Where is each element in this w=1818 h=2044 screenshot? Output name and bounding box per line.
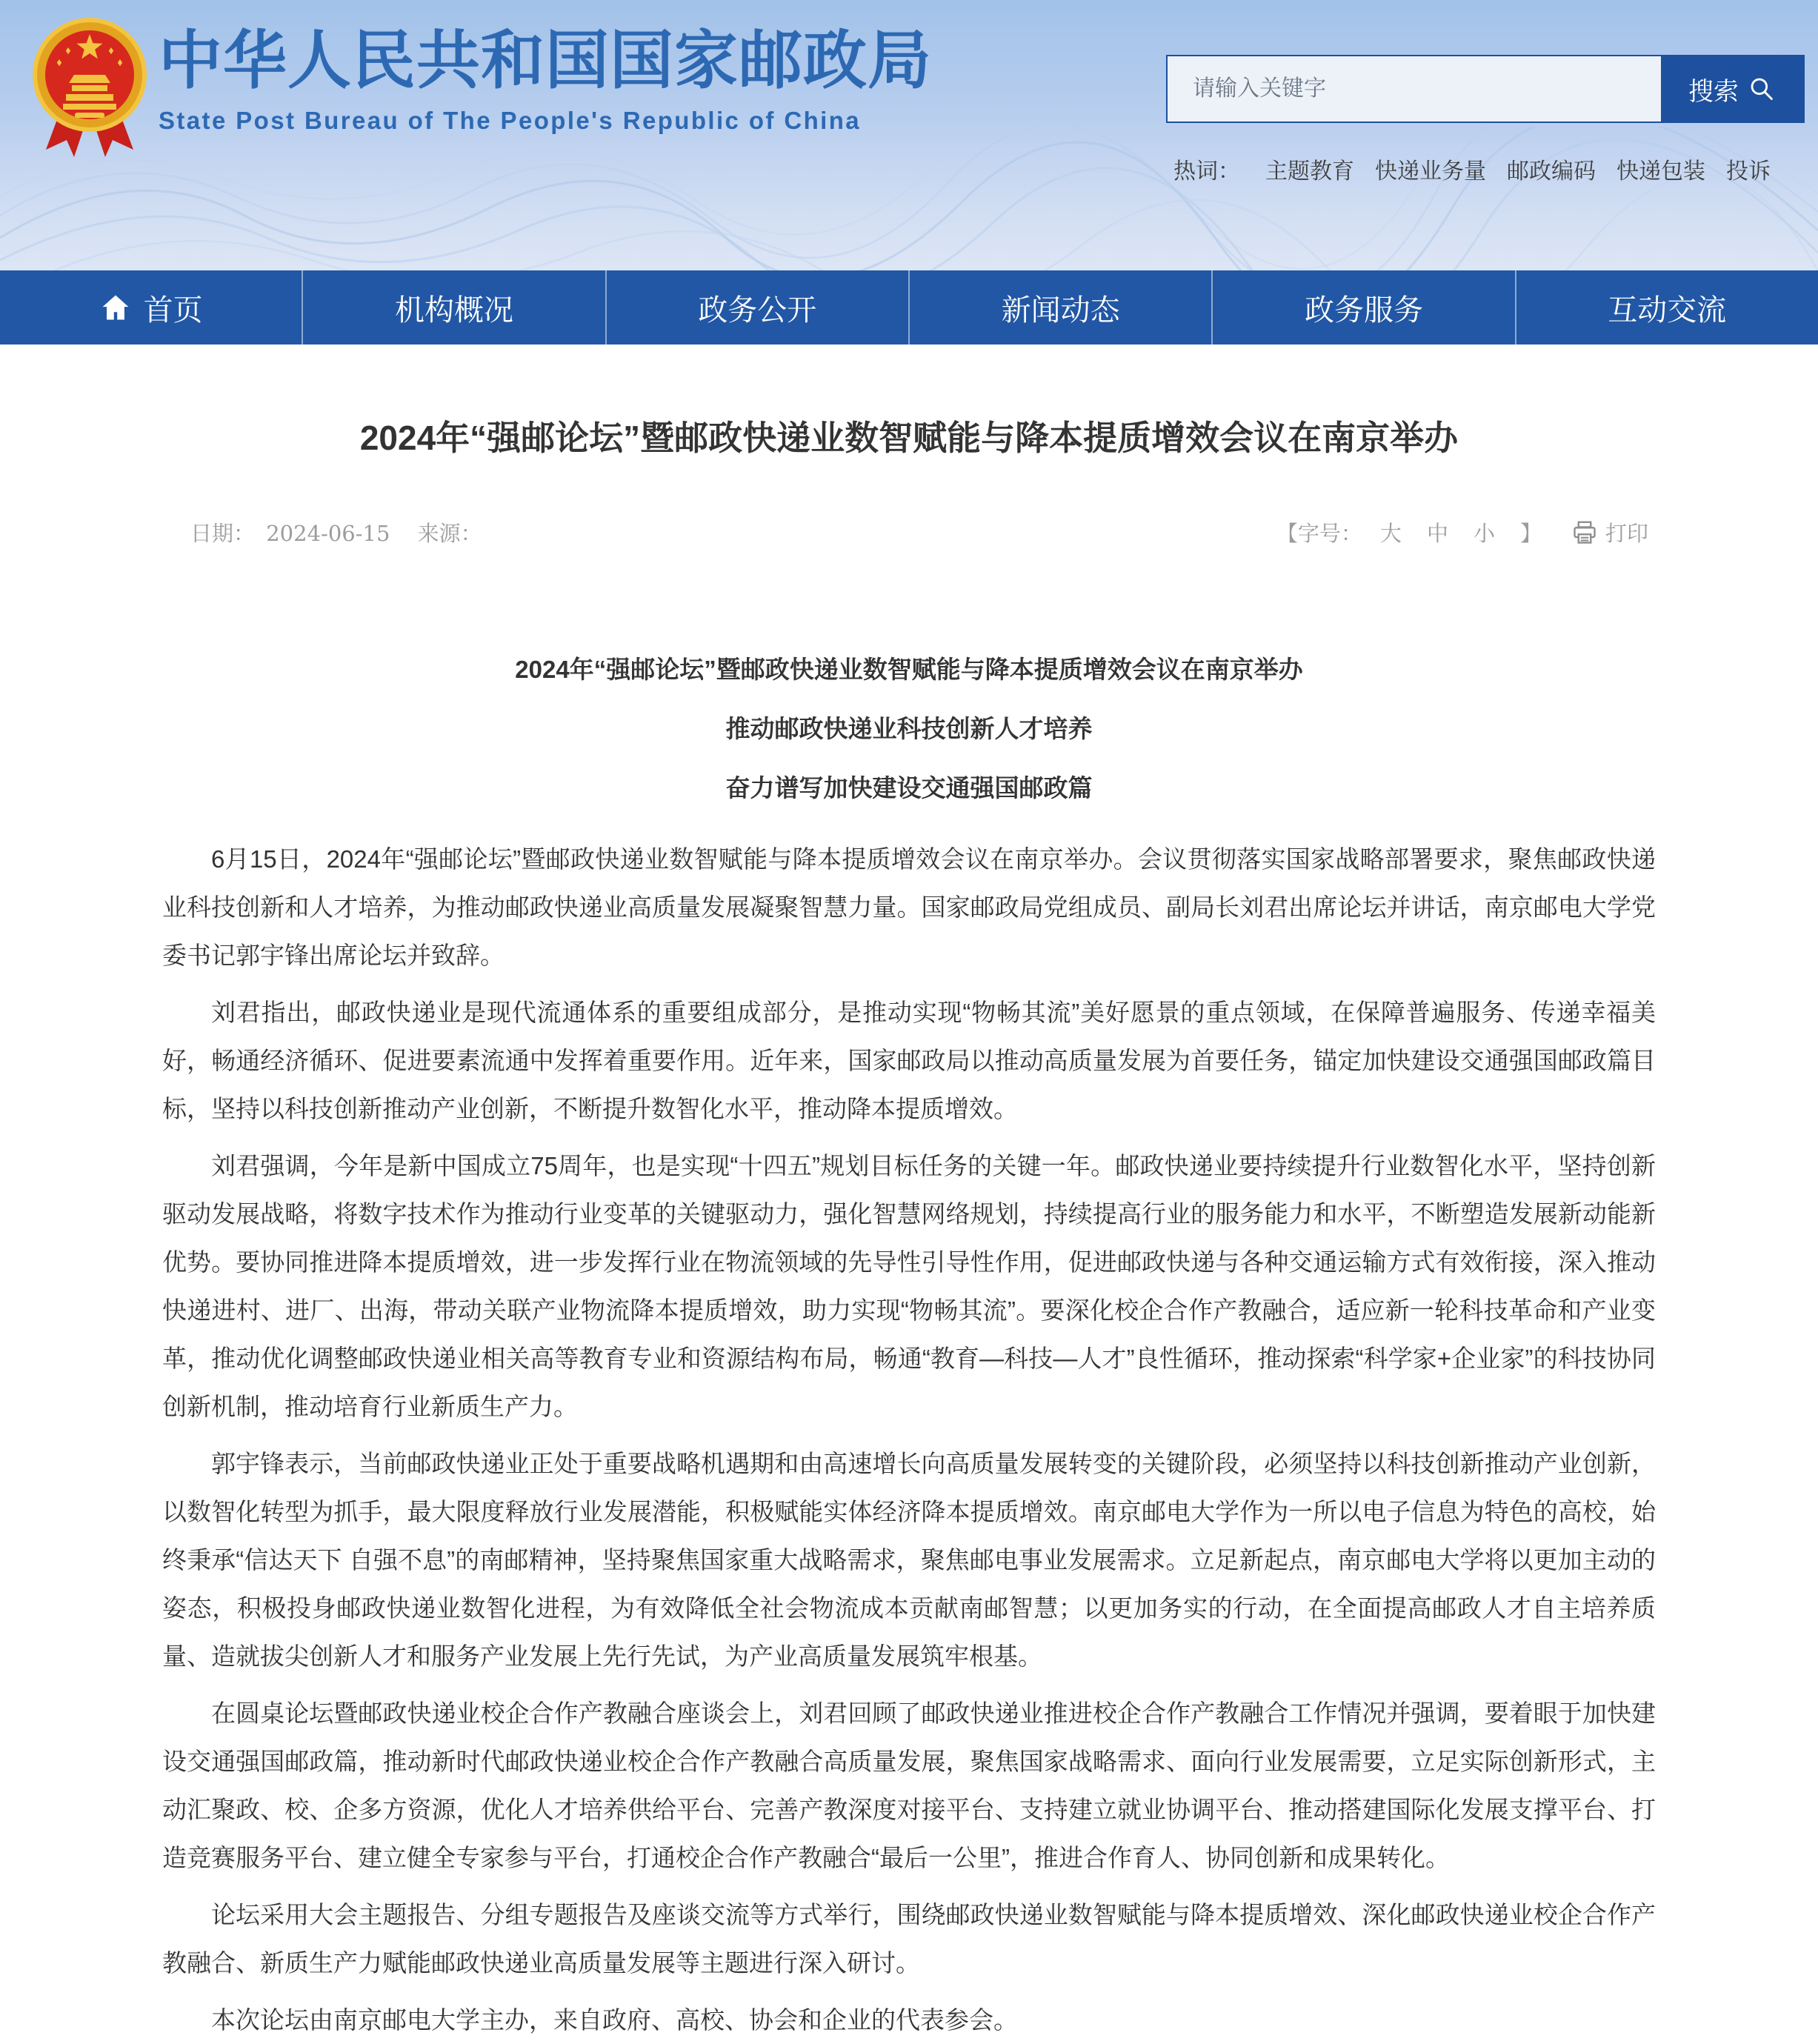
nav-item-gov-disclosure[interactable] bbox=[605, 270, 908, 344]
nav-item-home[interactable] bbox=[0, 270, 302, 344]
search-area bbox=[1166, 55, 1805, 185]
search-button[interactable] bbox=[1661, 56, 1803, 121]
site-branding bbox=[159, 25, 932, 135]
nav-item-label: 互动交流 bbox=[1608, 293, 1727, 327]
site-title: 中华人民共和国国家邮政局 bbox=[159, 25, 932, 96]
fontsize-label-close: 】 bbox=[1519, 521, 1542, 546]
article-paragraph: 在圆桌论坛暨邮政快递业校企合作产教融合座谈会上，刘君回顾了邮政快递业推进校企合作产教融合工作情况并强调，要着眼于加快建设交通强国邮政篇，推动新时代邮政快递业校企合作产教融合高质量发展，聚焦国家战略需求、面向行业发展需要，立足实际创新形式，主动汇聚政、校、企多方资源，优化人才培养供给平台、完善产教深度对接平台、支持建立就业协调平台、推动搭建国际化发展支撑平台、打造竞赛服务平台、建立健全专家参与平台，打通校企合作产教融合“最后一公里”，推进合作育人、协同创新和成果转化。 bbox=[162, 1700, 1656, 1871]
hot-word-link[interactable]: 快递包装 bbox=[1616, 159, 1705, 184]
fontsize-label: 【字号： bbox=[1276, 521, 1362, 546]
hot-words-label: 热词： bbox=[1173, 159, 1240, 184]
nav-item-label: 政务服务 bbox=[1304, 293, 1423, 327]
magnifier-icon bbox=[1748, 75, 1776, 103]
article-meta-left bbox=[190, 517, 487, 547]
print-label: 打印 bbox=[1605, 521, 1648, 546]
site-header bbox=[0, 0, 1818, 270]
article-paragraph: 6月15日，2024年“强邮论坛”暨邮政快递业数智赋能与降本提质增效会议在南京举办。会议贯彻落实国家战略部署要求，聚焦邮政快递业科技创新和人才培养，为推动邮政快递业高质量发展凝聚智慧力量。国家邮政局党组成员、副局长刘君出席论坛并讲话，南京邮电大学党委书记郭宇锋出席论坛并致辞。 bbox=[162, 845, 1656, 969]
fontsize-large-button[interactable]: 大 bbox=[1379, 521, 1402, 546]
article-paragraph: 郭宇锋表示，当前邮政快递业正处于重要战略机遇期和由高速增长向高质量发展转变的关键阶段，必须坚持以科技创新推动产业创新，以数智化转型为抓手，最大限度释放行业发展潜能，积极赋能实体经济降本提质增效。南京邮电大学作为一所以电子信息为特色的高校，始终秉承“信达天下 自强不息”的南邮精神，坚持聚焦国家重大战略需求，聚焦邮电事业发展需求。立足新起点，南京邮电大学将以更加主动的姿态，积极投身邮政快递业数智化进程，为有效降低全社会物流成本贡献南邮智慧；以更加务实的行动，在全面提高邮政人才自主培养质量、造就拔尖创新人才和服务产业发展上先行先试，为产业高质量发展筑牢根基。 bbox=[162, 1450, 1656, 1670]
home-icon bbox=[99, 291, 132, 324]
article-paragraph: 本次论坛由南京邮电大学主办，来自政府、高校、协会和企业的代表参会。 bbox=[211, 2006, 1018, 2034]
printer-icon bbox=[1571, 519, 1598, 546]
nav-item-label: 政务公开 bbox=[698, 293, 817, 327]
article-body bbox=[162, 835, 1656, 2044]
nav-item-interaction[interactable] bbox=[1515, 270, 1818, 344]
article-meta-right bbox=[1276, 517, 1648, 547]
source-label: 来源： bbox=[417, 521, 482, 546]
search-button-label: 搜索 bbox=[1688, 77, 1739, 106]
nav-item-gov-services[interactable] bbox=[1211, 270, 1514, 344]
search-input[interactable] bbox=[1168, 56, 1661, 121]
site-subtitle: State Post Bureau of The People's Republic of China bbox=[159, 107, 862, 134]
national-emblem-logo[interactable] bbox=[31, 16, 148, 164]
search-box bbox=[1166, 55, 1805, 123]
print-button[interactable] bbox=[1571, 517, 1648, 547]
article-subtitle: 奋力谱写加快建设交通强国邮政篇 bbox=[725, 774, 1093, 802]
article-subtitles bbox=[162, 653, 1656, 805]
article-container bbox=[162, 344, 1656, 2044]
hot-word-link[interactable]: 投诉 bbox=[1726, 159, 1771, 184]
article-subtitle: 推动邮政快递业科技创新人才培养 bbox=[725, 715, 1093, 742]
nav-item-news[interactable] bbox=[908, 270, 1211, 344]
hot-word-link[interactable]: 邮政编码 bbox=[1507, 159, 1596, 184]
fontsize-medium-button[interactable]: 中 bbox=[1426, 521, 1448, 546]
hot-word-link[interactable]: 主题教育 bbox=[1265, 159, 1354, 184]
hot-word-link[interactable]: 快递业务量 bbox=[1375, 159, 1486, 184]
main-navigation bbox=[0, 270, 1818, 344]
article-meta-bar bbox=[162, 517, 1656, 547]
nav-item-label: 机构概况 bbox=[394, 293, 513, 327]
article-subtitle: 2024年“强邮论坛”暨邮政快递业数智赋能与降本提质增效会议在南京举办 bbox=[515, 656, 1303, 683]
hot-words-bar bbox=[1166, 153, 1805, 185]
nav-item-organization[interactable] bbox=[302, 270, 605, 344]
nav-item-label: 首页 bbox=[143, 293, 203, 327]
article-paragraph: 刘君指出，邮政快递业是现代流通体系的重要组成部分，是推动实现“物畅其流”美好愿景的重点领域，在保障普遍服务、传递幸福美好，畅通经济循环、促进要素流通中发挥着重要作用。近年来，国家邮政局以推动高质量发展为首要任务，锚定加快建设交通强国邮政篇目标，坚持以科技创新推动产业创新，不断提升数智化水平，推动降本提质增效。 bbox=[162, 999, 1656, 1122]
article-paragraph: 论坛采用大会主题报告、分组专题报告及座谈交流等方式举行，围绕邮政快递业数智赋能与降本提质增效、深化邮政快递业校企合作产教融合、新质生产力赋能邮政快递业高质量发展等主题进行深入研讨。 bbox=[162, 1901, 1656, 1977]
fontsize-small-button[interactable]: 小 bbox=[1473, 521, 1495, 546]
article-paragraph: 刘君强调，今年是新中国成立75周年，也是实现“十四五”规划目标任务的关键一年。邮政快递业要持续提升行业数智化水平，坚持创新驱动发展战略，将数字技术作为推动行业变革的关键驱动力，强化智慧网络规划，持续提高行业的服务能力和水平，不断塑造发展新动能新优势。要协同推进降本提质增效，进一步发挥行业在物流领域的先导性引导性作用，促进邮政快递与各种交通运输方式有效衔接，深入推动快递进村、进厂、出海，带动关联产业物流降本提质增效，助力实现“物畅其流”。要深化校企合作产教融合，适应新一轮科技革命和产业变革，推动优化调整邮政快递业相关高等教育专业和资源结构布局，畅通“教育—科技—人才”良性循环，推动探索“科学家+企业家”的科技协同创新机制，推动培育行业新质生产力。 bbox=[162, 1152, 1656, 1420]
date-value: 2024-06-15 bbox=[266, 521, 390, 546]
date-label: 日期： bbox=[190, 521, 256, 546]
nav-item-label: 新闻动态 bbox=[1001, 293, 1120, 327]
page-title: 2024年“强邮论坛”暨邮政快递业数智赋能与降本提质增效会议在南京举办 bbox=[359, 419, 1459, 457]
